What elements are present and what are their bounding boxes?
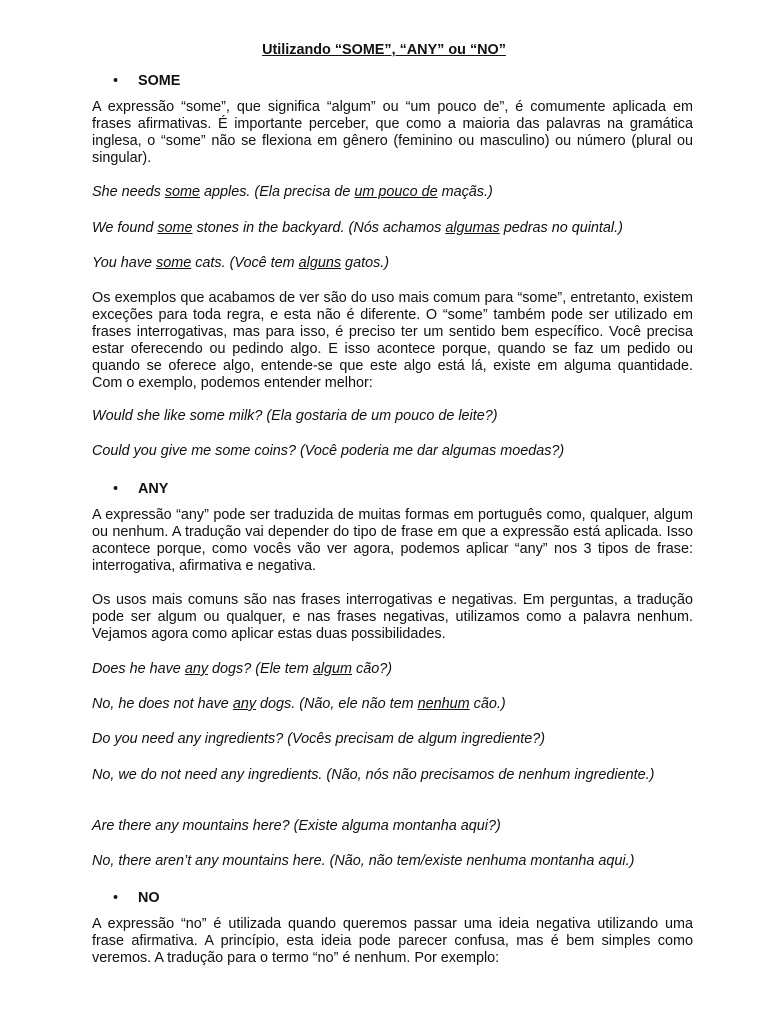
bullet-icon: • (113, 481, 119, 497)
bullet-icon: • (113, 73, 119, 89)
heading-label: SOME (138, 73, 181, 89)
some-explanation-paragraph: Os exemplos que acabamos de ver são do uso mais comum para “some”, entretanto, existem exceções para toda regra, e esta não é diferente. O “some” também pode ser utilizado em frases interrogativas, mas para isso, é preciso ter um sentido bem específico. Você precisa estar oferecendo ou pedindo algo. E isso acontece porque, quando se faz um pedido ou quando se oferece algo, entende-se que este algo está lá, existe em alguma quantidade. Com o exemplo, podemos entender melhor: (92, 290, 693, 391)
some-intro-paragraph: A expressão “some”, que significa “algum” ou “um pouco de”, é comumente aplicada em frases afirmativas. É importante perceber, que como a maioria das palavras na gramática inglesa, o “some” não se flexiona em gênero (feminino ou masculino) ou número (plural ou singular). (92, 99, 693, 166)
any-example-3: Do you need any ingredients? (Vocês precisam de algum ingrediente?) (92, 731, 546, 747)
bullet-icon: • (113, 890, 119, 906)
any-intro-paragraph: A expressão “any” pode ser traduzida de muitas formas em português como, qualquer, algum ou nenhum. A tradução vai depender do tipo de frase em que a expressão está aplicada. Isso acontece porque, como vocês vão ver agora, podemos aplicar “any” nos 3 tipos de frase: interrogativa, afirmativa e negativa. (92, 507, 693, 574)
any-uses-paragraph: Os usos mais comuns são nas frases interrogativas e negativas. Em perguntas, a tradução pode ser algum ou qualquer, e nas frases negativas, utilizamos como a palavra nenhum. Vejamos agora como aplicar estas duas possibilidades. (92, 592, 693, 642)
some-example-3: You have some cats. (Você tem alguns gatos.) (92, 255, 390, 271)
any-example-2: No, he does not have any dogs. (Não, ele não tem nenhum cão.) (92, 696, 506, 712)
some-example-4: Would she like some milk? (Ela gostaria de um pouco de leite?) (92, 408, 498, 424)
page-title: Utilizando “SOME”, “ANY” ou “NO” (262, 42, 506, 58)
no-intro-paragraph: A expressão “no” é utilizada quando queremos passar uma ideia negativa utilizando uma frase afirmativa. A princípio, esta ideia pode parecer confusa, mas é bem simples como veremos. A tradução para o termo “no” é nenhum. Por exemplo: (92, 916, 693, 966)
any-example-4: No, we do not need any ingredients. (Não, nós não precisamos de nenhum ingrediente.) (92, 767, 655, 783)
some-example-1: She needs some apples. (Ela precisa de um pouco de maçãs.) (92, 184, 493, 200)
any-example-6: No, there aren’t any mountains here. (Não, não tem/existe nenhuma montanha aqui.) (92, 853, 635, 869)
any-example-1: Does he have any dogs? (Ele tem algum cão?) (92, 661, 393, 677)
some-example-2: We found some stones in the backyard. (Nós achamos algumas pedras no quintal.) (92, 220, 623, 236)
some-example-5: Could you give me some coins? (Você poderia me dar algumas moedas?) (92, 443, 565, 459)
heading-label: NO (138, 890, 160, 906)
heading-label: ANY (138, 481, 169, 497)
any-example-5: Are there any mountains here? (Existe alguma montanha aqui?) (92, 818, 501, 834)
